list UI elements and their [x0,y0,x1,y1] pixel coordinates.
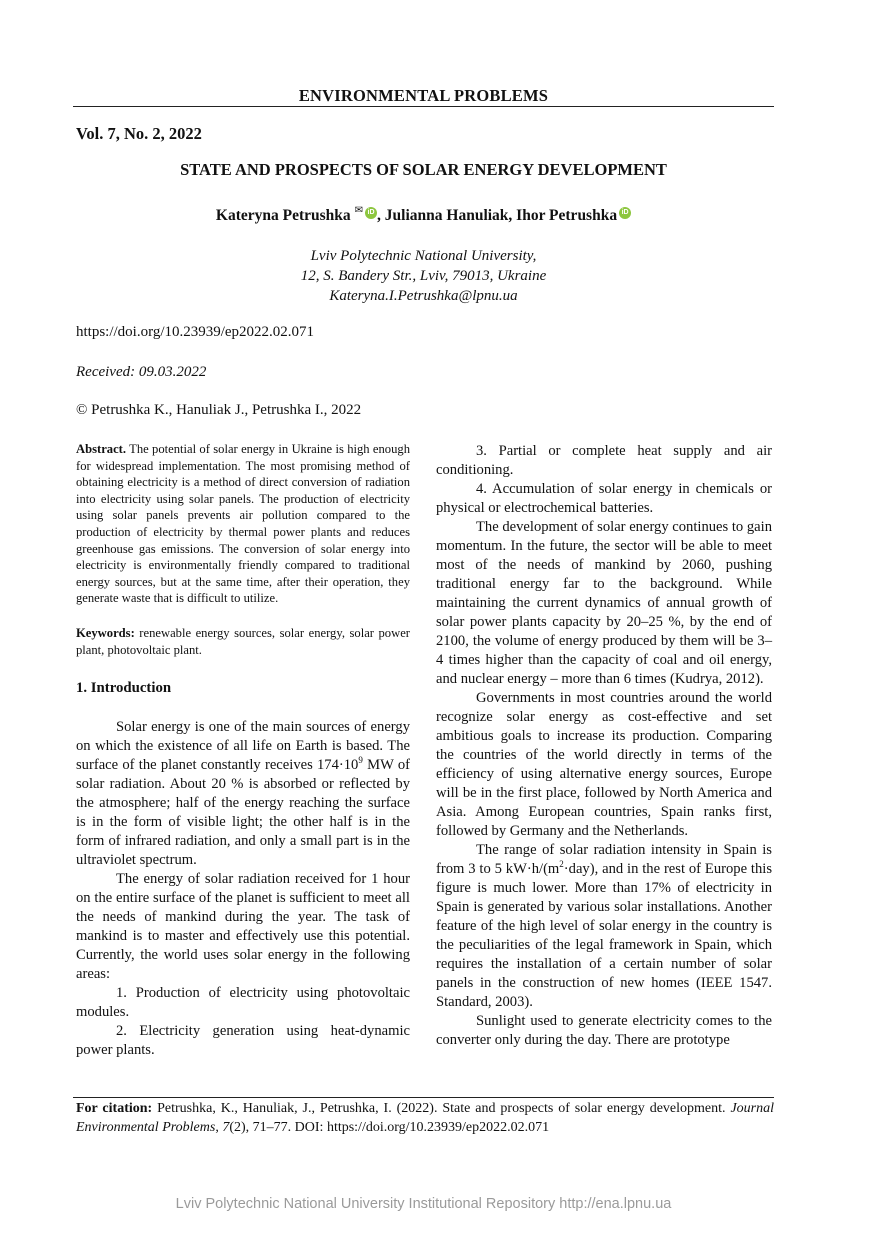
received-date: Received: 09.03.2022 [76,364,207,380]
affiliation [73,246,774,306]
journal-name: Journal Environmental Problems [76,1101,774,1135]
list-item: 4. Accumulation of solar energy in chemicals or physical or electrochemical batteries. [436,481,772,516]
abstract-text: The potential of solar energy in Ukraine is high enough for widespread implementation. The most promising method of obtaining electricity is a method of direct conversion of radiation into electricity using solar panels. The production of electricity using solar panels prevents air pollution compared to the production of electricity by thermal power plants and reduces greenhouse gas emissions. The conversion of solar energy into electricity is environmentally friendly compared to traditional energy sources, but at the same time, after their operation, they generate waste that is difficult to utilize. [76,442,410,606]
copyright: © Petrushka K., Hanuliak J., Petrushka I., 2022 [76,402,362,418]
abstract [76,441,410,607]
journal-header: ENVIRONMENTAL PROBLEMS [298,86,549,105]
article-title: STATE AND PROSPECTS OF SOLAR ENERGY DEVELOPMENT [180,160,667,179]
author-email[interactable]: Kateryna.I.Petrushka@lpnu.ua [329,288,518,304]
keywords-text: renewable energy sources, solar energy, solar power plant, photovoltaic plant. [76,626,410,657]
orcid-icon[interactable]: iD [365,207,377,219]
paragraph: Governments in most countries around the world recognize solar energy as cost-effective and set ambitious goals to increase its production. Comparing the countries of the world directly in terms of the efficiency of using alternative energy sources, Europe will be in the first place, followed by North America and Asia. Among European countries, Spain ranks first, followed by Germany and the Netherlands. [436,690,772,839]
list-item: 3. Partial or complete heat supply and air conditioning. [436,443,772,478]
left-column-body [76,718,410,1060]
right-column-body [436,442,772,1050]
paragraph: The energy of solar radiation received for 1 hour on the entire surface of the planet is sufficient to meet all the needs of mankind during the year. The task of mankind is to master and effectively use this potential. Currently, the world uses solar energy in the following areas: [76,871,410,982]
section-heading: 1. Introduction [76,680,172,696]
keywords-label: Keywords: [76,626,135,640]
affiliation-line: Lviv Polytechnic National University, [310,248,537,264]
citation: For citation: Petrushka, K., Hanuliak, J., Petrushka, I. (2022). State and prospects of solar energy development. Journal Environmental Problems, 7(2), 71–77. DOI: https://doi.org/10.23939/ep2022.02.071 [76,1101,774,1135]
list-item: 2. Electricity generation using heat-dynamic power plants. [76,1023,410,1058]
header-divider [73,106,774,107]
citation-label: For citation: [76,1101,153,1116]
repository-footer[interactable]: Lviv Polytechnic National University Institutional Repository http://ena.lpnu.ua [175,1196,672,1212]
paragraph: Sunlight used to generate electricity comes to the converter only during the day. There are prototype [436,1013,772,1048]
mail-icon[interactable]: ✉ [354,205,364,216]
paragraph: The development of solar energy continues to gain momentum. In the future, the sector will be able to meet most of the needs of mankind by 2060, pushing traditional energy far to the background. While maintaining the current dynamics of annual growth of solar power plants capacity by 20–25 %, by the end of 2100, the volume of energy produced by them will be 3–4 times higher than the capacity of coal and oil energy, and nuclear energy – more than 6 times (Kudrya, 2012). [436,519,772,687]
keywords [76,625,410,658]
orcid-icon[interactable]: iD [619,207,631,219]
affiliation-line: 12, S. Bandery Str., Lviv, 79013, Ukraine [300,268,547,284]
paragraph: The range of solar radiation intensity in Spain is from 3 to 5 $kW\cdot h/(m^2\cdot day)$, and in the rest of Europe this figure is much lower. More than 17% of electricity in Spain is generated by various solar installations. Another feature of the high level of solar energy in the country is the peculiarities of the legal framework in Spain, which requires the installation of a certain number of solar panels in the construction of new homes (IEEE 1547. Standard, 2003). [436,842,772,1010]
author-name: Kateryna Petrushka [215,207,351,224]
authors [73,205,774,225]
doi-link[interactable]: https://doi.org/10.23939/ep2022.02.071 [76,324,315,340]
abstract-label: Abstract. [76,442,127,456]
list-item: 1. Production of electricity using photovoltaic modules. [76,985,410,1020]
volume-info: Vol. 7, No. 2, 2022 [76,124,202,143]
citation-divider [73,1097,774,1098]
co-authors: , Julianna Hanuliak, Ihor Petrushka [377,207,618,224]
paragraph: Solar energy is one of the main sources of energy on which the existence of all life on Earth is based. The surface of the planet constantly receives $174\cdot 10^9$ MW of solar radiation. About 20 % is absorbed or reflected by the atmosphere; half of the energy reaching the surface is in the form of visible light; the other half is in the form of infrared radiation, and only a small part is in the ultraviolet spectrum. [76,719,410,868]
